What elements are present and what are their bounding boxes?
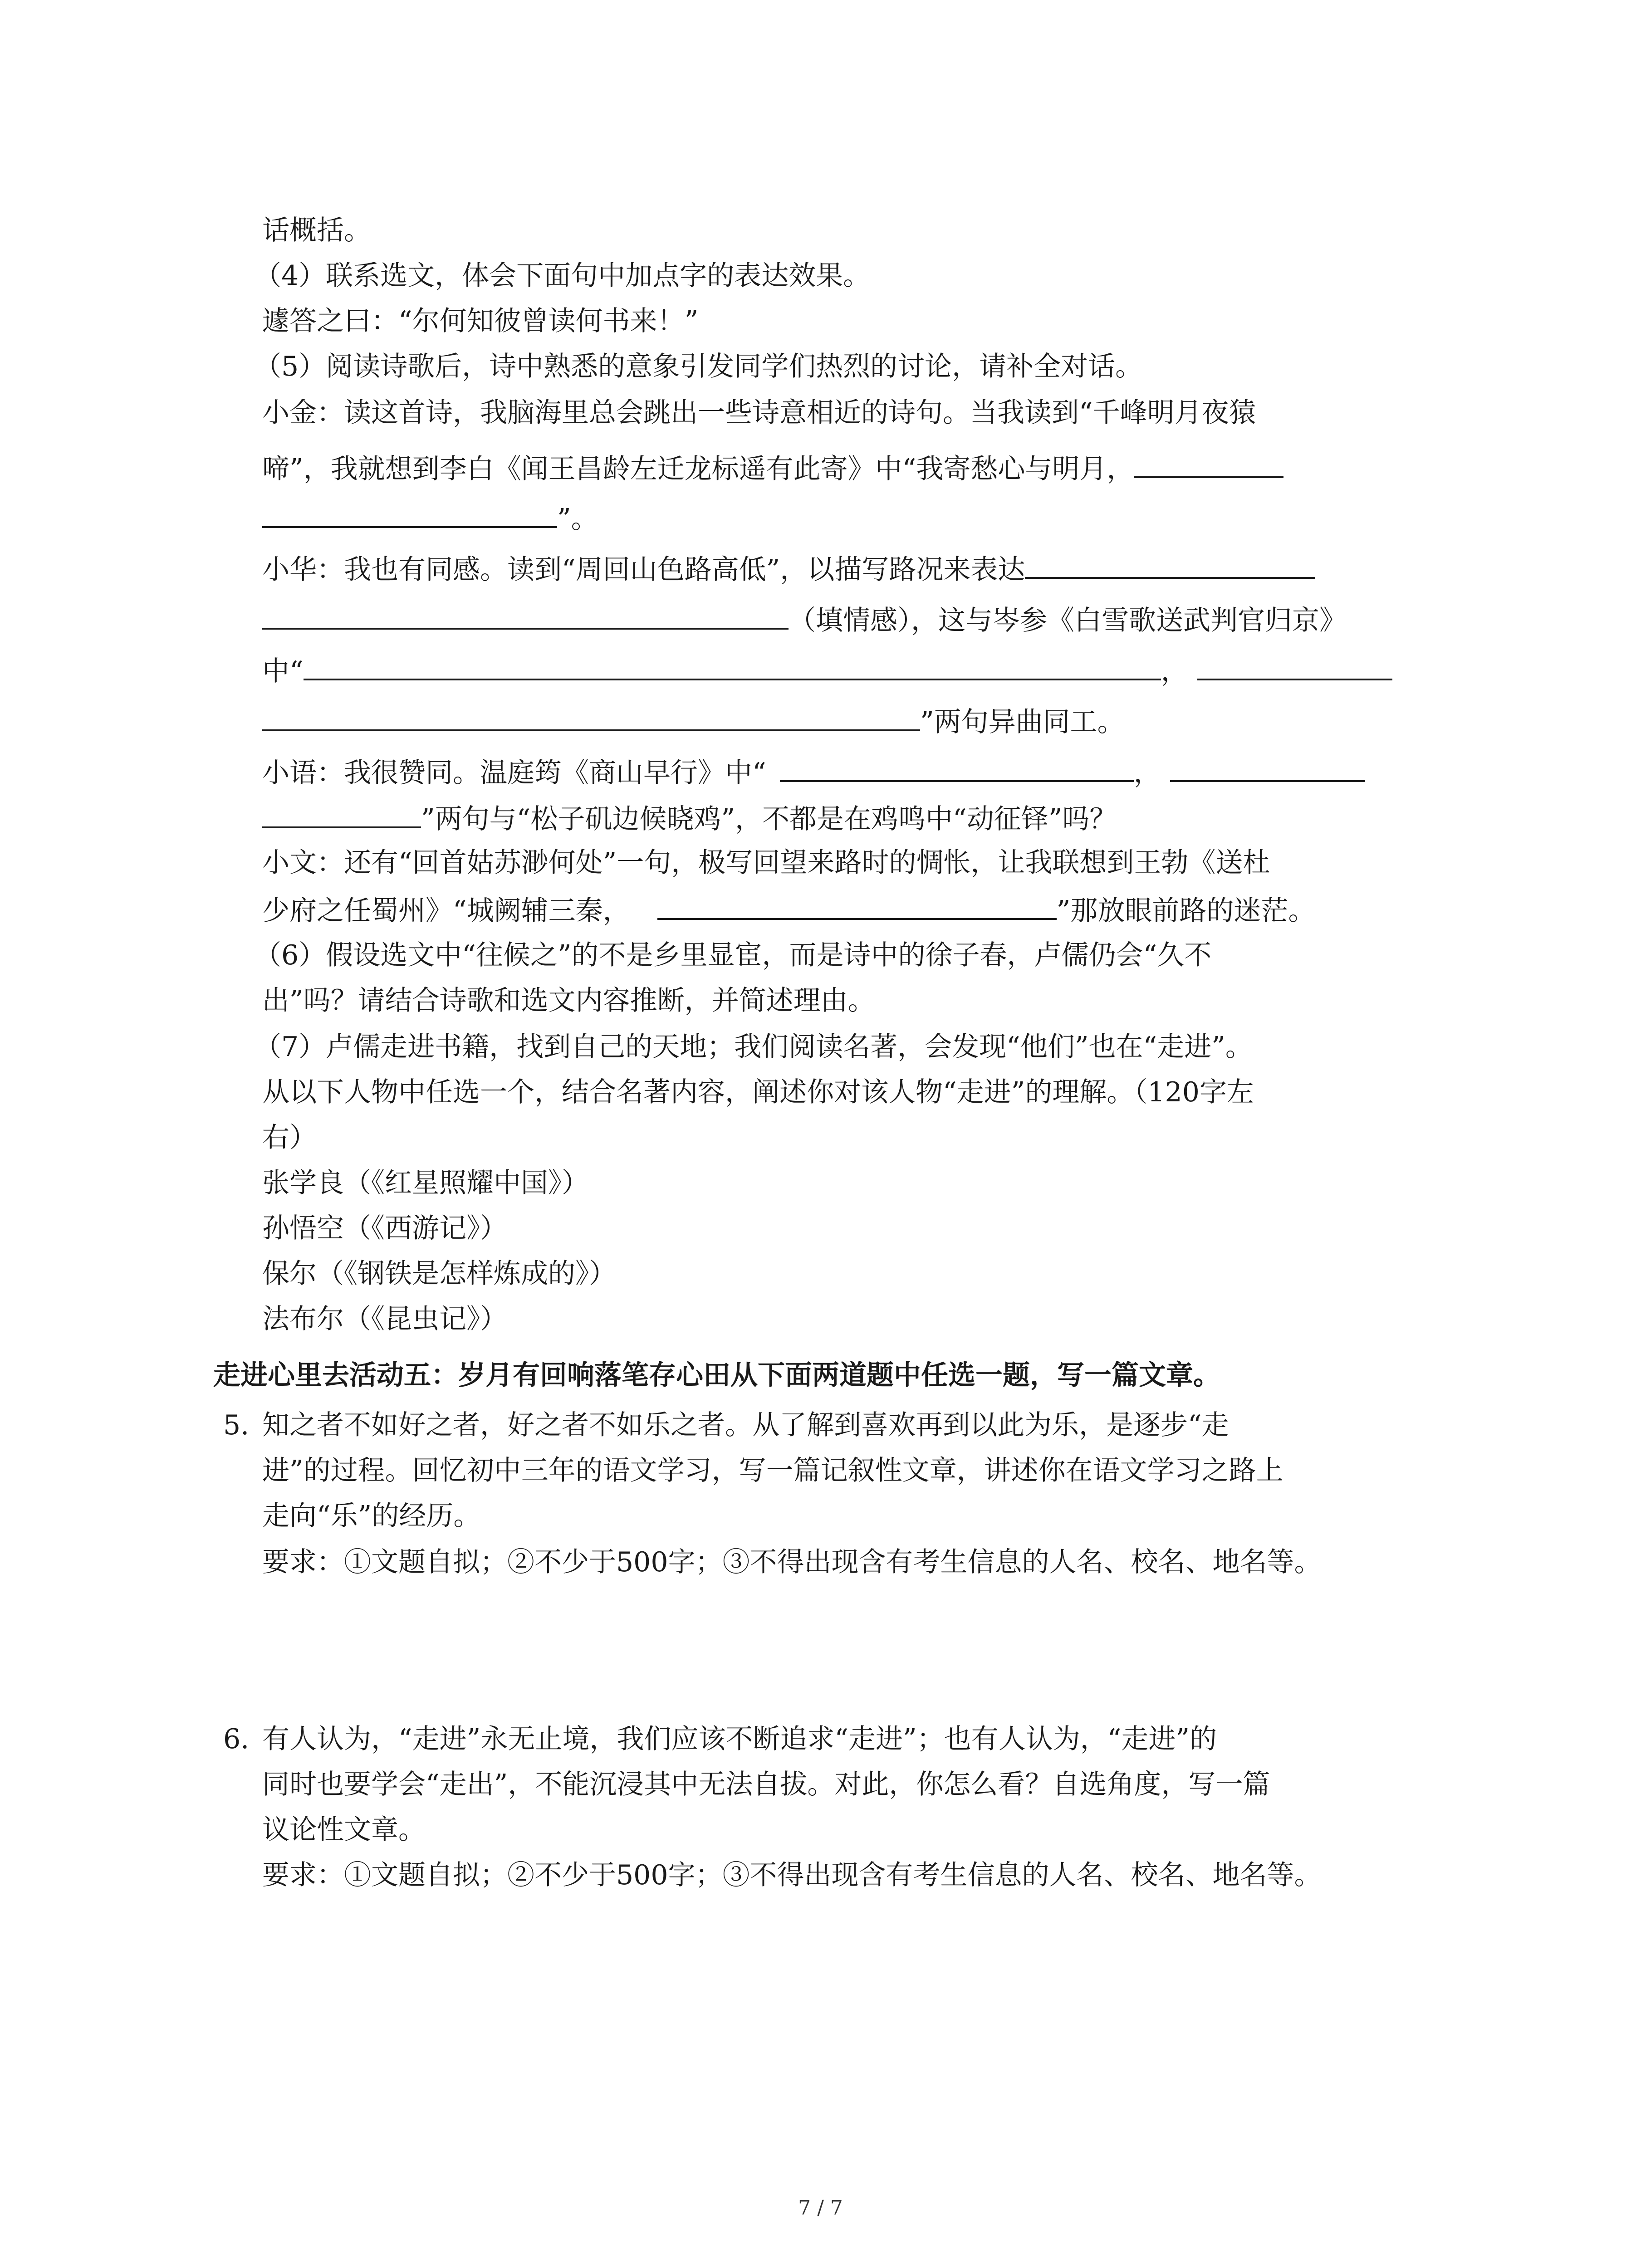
text-segment: （填情感），这与岑参《白雪歌送武判官归京》 (789, 605, 1347, 636)
question-5: （5）阅读诗歌后，诗中熟悉的意象引发同学们热烈的讨论，请补全对话。 (254, 351, 1143, 382)
text-segment: ， (1133, 757, 1161, 789)
text-segment: 中“ (262, 655, 304, 687)
dialog-xiaohua-3 (262, 650, 1392, 690)
text-segment: ”两句与“松子矶边候晓鸡”，不都是在鸡鸣中“动征铎”吗？ (421, 803, 1117, 835)
text-segment: ”那放眼前路的迷茫。 (1056, 895, 1316, 927)
text-line: 话概括。 (262, 215, 371, 246)
answer-blank[interactable] (262, 798, 421, 828)
dialog-xiaohua-4 (262, 701, 1125, 741)
text-segment: 小语：我很赞同。温庭筠《商山早行》中“ (262, 757, 766, 789)
text-segment: ， (1161, 655, 1188, 687)
question-6-line-2: 出”吗？请结合诗歌和选文内容推断，并简述理由。 (262, 985, 875, 1017)
dialog-xiaoyu-2 (262, 798, 1117, 838)
answer-blank[interactable] (1170, 752, 1365, 782)
dialog-xiaowen-1: 小文：还有“回首姑苏渺何处”一句，极写回望来路时的惆怅，让我联想到王勃《送杜 (262, 847, 1270, 879)
question-6-line-1: （6）假设选文中“往候之”的不是乡里显宦，而是诗中的徐子春，卢儒仍会“久不 (254, 939, 1212, 971)
question-7-line-1: （7）卢儒走进书籍，找到自己的天地；我们阅读名著，会发现“他们”也在“走进”。 (254, 1031, 1253, 1063)
dialog-xiaohua-2 (262, 600, 1347, 640)
option-2: 孙悟空（《西游记》） (262, 1212, 507, 1244)
question-number: 6. (223, 1723, 250, 1755)
question-7-line-3: 右） (262, 1122, 317, 1154)
dialog-xiaoyu-1 (262, 752, 1365, 792)
page-number: 7 / 7 (798, 2196, 843, 2219)
answer-blank[interactable] (262, 701, 920, 731)
answer-blank[interactable] (262, 498, 557, 528)
text-segment: ”两句异曲同工。 (920, 706, 1125, 738)
text-segment: 有人认为，“走进”永无止境，我们应该不断追求“走进”；也有人认为，“走进”的 (262, 1723, 1217, 1755)
essay-5-line-1 (223, 1406, 1229, 1444)
question-7-line-2: 从以下人物中任选一个，结合名著内容，阐述你对该人物“走进”的理解。（120字左 (262, 1076, 1254, 1108)
dialog-xiaojin-2 (262, 448, 1283, 488)
essay-5-line-2: 进”的过程。回忆初中三年的语文学习，写一篇记叙性文章，讲述你在语文学习之路上 (262, 1455, 1283, 1486)
text-segment: 啼”，我就想到李白《闻王昌龄左迁龙标遥有此寄》中“我寄愁心与明月， (262, 453, 1134, 485)
question-4: （4）联系选文，体会下面句中加点字的表达效果。 (254, 260, 871, 292)
text-segment: 小华：我也有同感。读到“周回山色路高低”，以描写路况来表达 (262, 554, 1025, 586)
dialog-xiaojin-1: 小金：读这首诗，我脑海里总会跳出一些诗意相近的诗句。当我读到“千峰明月夜猿 (262, 397, 1256, 429)
dialog-xiaojin-3 (262, 498, 598, 538)
essay-6-line-1 (223, 1720, 1217, 1758)
essay-6-line-3: 议论性文章。 (262, 1814, 426, 1846)
answer-blank[interactable] (657, 890, 1057, 920)
text-segment: 知之者不如好之者，好之者不如乐之者。从了解到喜欢再到以此为乐，是逐步“走 (262, 1409, 1229, 1441)
dialog-xiaohua-1 (262, 549, 1315, 589)
answer-blank[interactable] (780, 752, 1134, 782)
essay-6-line-2: 同时也要学会“走出”，不能沉浸其中无法自拔。对此，你怎么看？自选角度，写一篇 (262, 1769, 1270, 1800)
answer-blank[interactable] (1025, 549, 1315, 579)
option-3: 保尔（《钢铁是怎样炼成的》） (262, 1258, 616, 1290)
essay-6-requirements: 要求：①文题自拟；②不少于500字；③不得出现含有考生信息的人名、校名、地名等。 (262, 1859, 1322, 1891)
text-segment: 少府之任蜀州》“城阙辅三秦， (262, 895, 630, 927)
text-segment: ”。 (557, 503, 598, 535)
essay-5-requirements: 要求：①文题自拟；②不少于500字；③不得出现含有考生信息的人名、校名、地名等。 (262, 1546, 1322, 1578)
answer-blank[interactable] (262, 600, 789, 630)
option-4: 法布尔（《昆虫记》） (262, 1303, 507, 1335)
dialog-xiaowen-2 (262, 890, 1315, 930)
question-number: 5. (223, 1409, 250, 1441)
answer-blank[interactable] (304, 650, 1161, 680)
option-1: 张学良（《红星照耀中国》） (262, 1167, 589, 1199)
answer-blank[interactable] (1197, 650, 1392, 680)
answer-blank[interactable] (1134, 448, 1283, 478)
section-heading: 走进心里去活动五：岁月有回响落笔存心田从下面两道题中任选一题，写一篇文章。 (213, 1359, 1220, 1391)
question-4-quote: 遽答之曰：“尔何知彼曾读何书来！” (262, 305, 699, 337)
essay-5-line-3: 走向“乐”的经历。 (262, 1500, 481, 1532)
